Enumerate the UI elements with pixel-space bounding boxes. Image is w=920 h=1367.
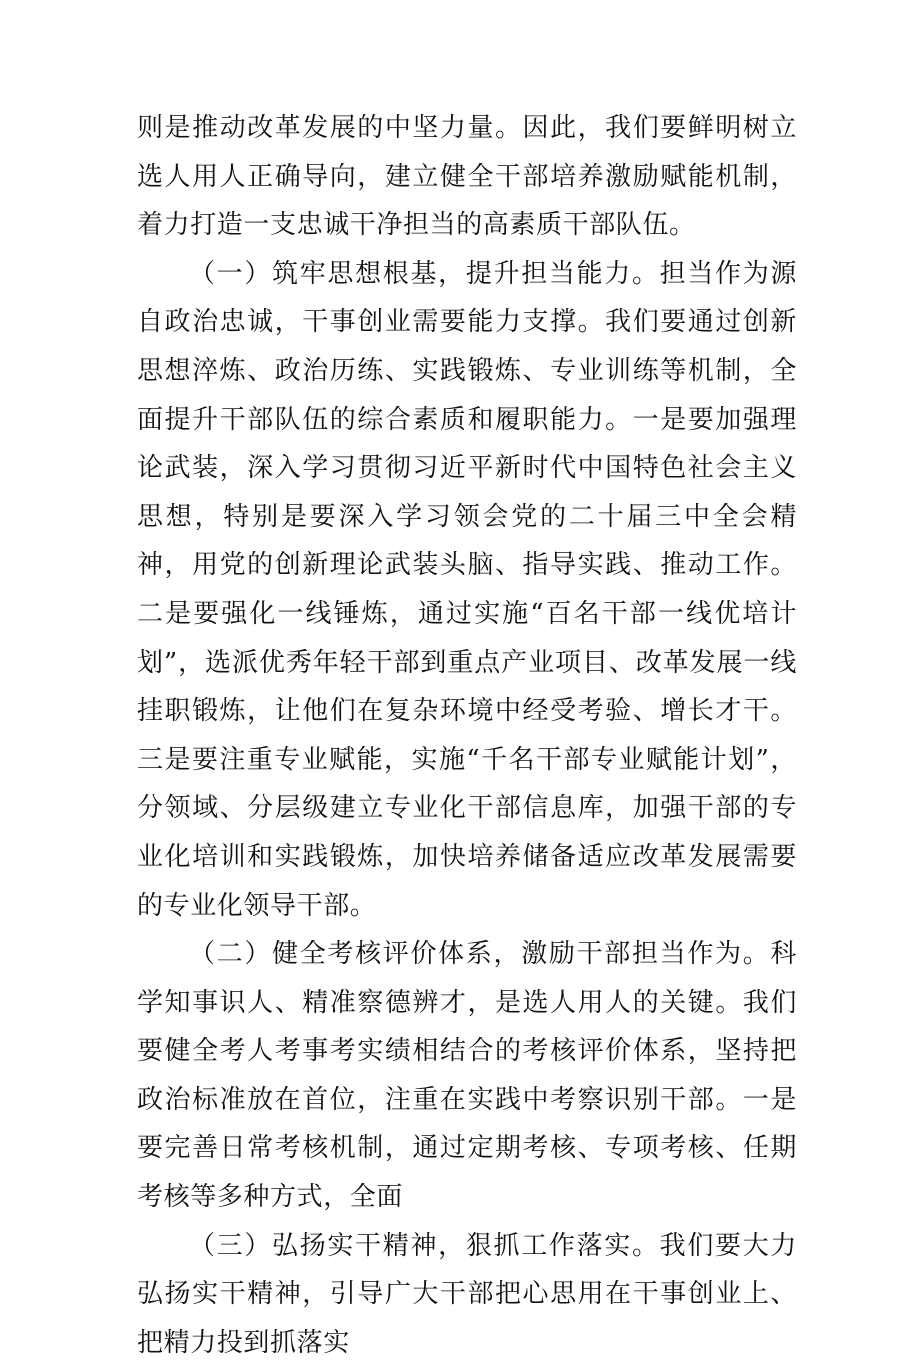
paragraph-section-2: （二）健全考核评价体系，激励干部担当作为。科学知事识人、精准察德辨才，是选人用人的关键。我们要健全考人考事考实绩相结合的考核评价体系，坚持把政治标准放在首位，注重在实践中考察识别干部。一是要完善日常考核机制，通过定期考核、专项考核、任期考核等多种方式，全面 [137,939,797,1213]
paragraph-section-3: （三）弘扬实干精神，狠抓工作落实。我们要大力弘扬实干精神，引导广大干部把心思用在干事创业上、把精力投到抓落实 [137,1230,797,1358]
paragraph-intro: 则是推动改革发展的中坚力量。因此，我们要鲜明树立选人用人正确导向，建立健全干部培养激励赋能机制，着力打造一支忠诚干净担当的高素质干部队伍。 [137,113,797,241]
paragraph-section-1: （一）筑牢思想根基，提升担当能力。担当作为源自政治忠诚，干事创业需要能力支撑。我们要通过创新思想淬炼、政治历练、实践锻炼、专业训练等机制，全面提升干部队伍的综合素质和履职能力。一是要加强理论武装，深入学习贯彻习近平新时代中国特色社会主义思想，特别是要深入学习领会党的二十届三中全会精神，用党的创新理论武装头脑、指导实践、推动工作。二是要强化一线锤炼，通过实施“百名干部一线优培计划”，选派优秀年轻干部到重点产业项目、改革发展一线挂职锻炼，让他们在复杂环境中经受考验、增长才干。三是要注重专业赋能，实施“千名干部专业赋能计划”，分领域、分层级建立专业化干部信息库，加强干部的专业化培训和实践锻炼，加快培养储备适应改革发展需要的专业化领导干部。 [137,258,797,921]
document-page [137,104,797,1367]
